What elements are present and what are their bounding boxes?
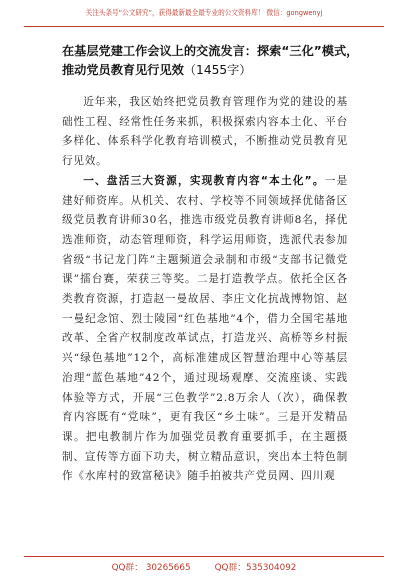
intro-paragraph: 近年来，我区始终把党员教育管理作为党的建设的基础性工程、经常性任务来抓，积极探索内容本土化、平台多样化、体系科学化教育培训模式，不断推动党员教育见行见效。 [62,96,348,168]
word-count: （1455字） [183,63,252,77]
title-text: 在基层党建工作会议上的交流发言：探索“三化”模式，推动党员教育见行见效 [62,44,359,77]
document-body [62,93,348,487]
section1-heading: 一、盘活三大资源，实现教育内容“本土化”。 [83,174,325,187]
document-title [62,42,362,80]
header-divider [24,26,384,27]
footer [0,560,408,573]
section1-paragraph [62,172,348,487]
footer-qq-group-1: QQ群： 30265665 [111,563,191,573]
footer-qq-group-2: QQ群：535304092 [214,563,297,573]
section1-body: 一是建好师资库。从机关、农村、学校等不同领域择优储备区级党员教育讲师30名，推选市级党员教育讲师8名，择优选准师资，动态管理师资，科学运用师资，选派代表参加省级“书记龙门阵”主题频道会录制和市级“支部书记微党课”擂台赛，荣获三等奖。二是打造教学点。依托全区各类教育资源，打造赵一曼故居、李庄文化抗战博物馆、赵一曼纪念馆、烈士陵园“红色基地”4个，借力全国宅基地改革、全省产权制度改革试点，打造龙兴、高桥等乡村振兴“绿色基地”12个，高标准建成区智慧治理中心等基层治理“蓝色基地”42个，通过现场观摩、交流座谈、实践体验等方式，开展“三色教学”2.8万余人（次），确保教育内容既有“党味”，更有我区“乡土味”。三是开发精品课。把电教制片作为加强党员教育重要抓手，在主题摄制、宣传等方面下功夫，树立精品意识，突出本土特色制作《水库村的致富秘诀》随手拍被共产党员网、四川观 [62,174,348,483]
footer-divider [24,556,384,557]
header-promo-note: 关注头条号“公文研究”，获得最新最全最专业的公文资料库！ 微信：gongwenyj [85,8,323,17]
